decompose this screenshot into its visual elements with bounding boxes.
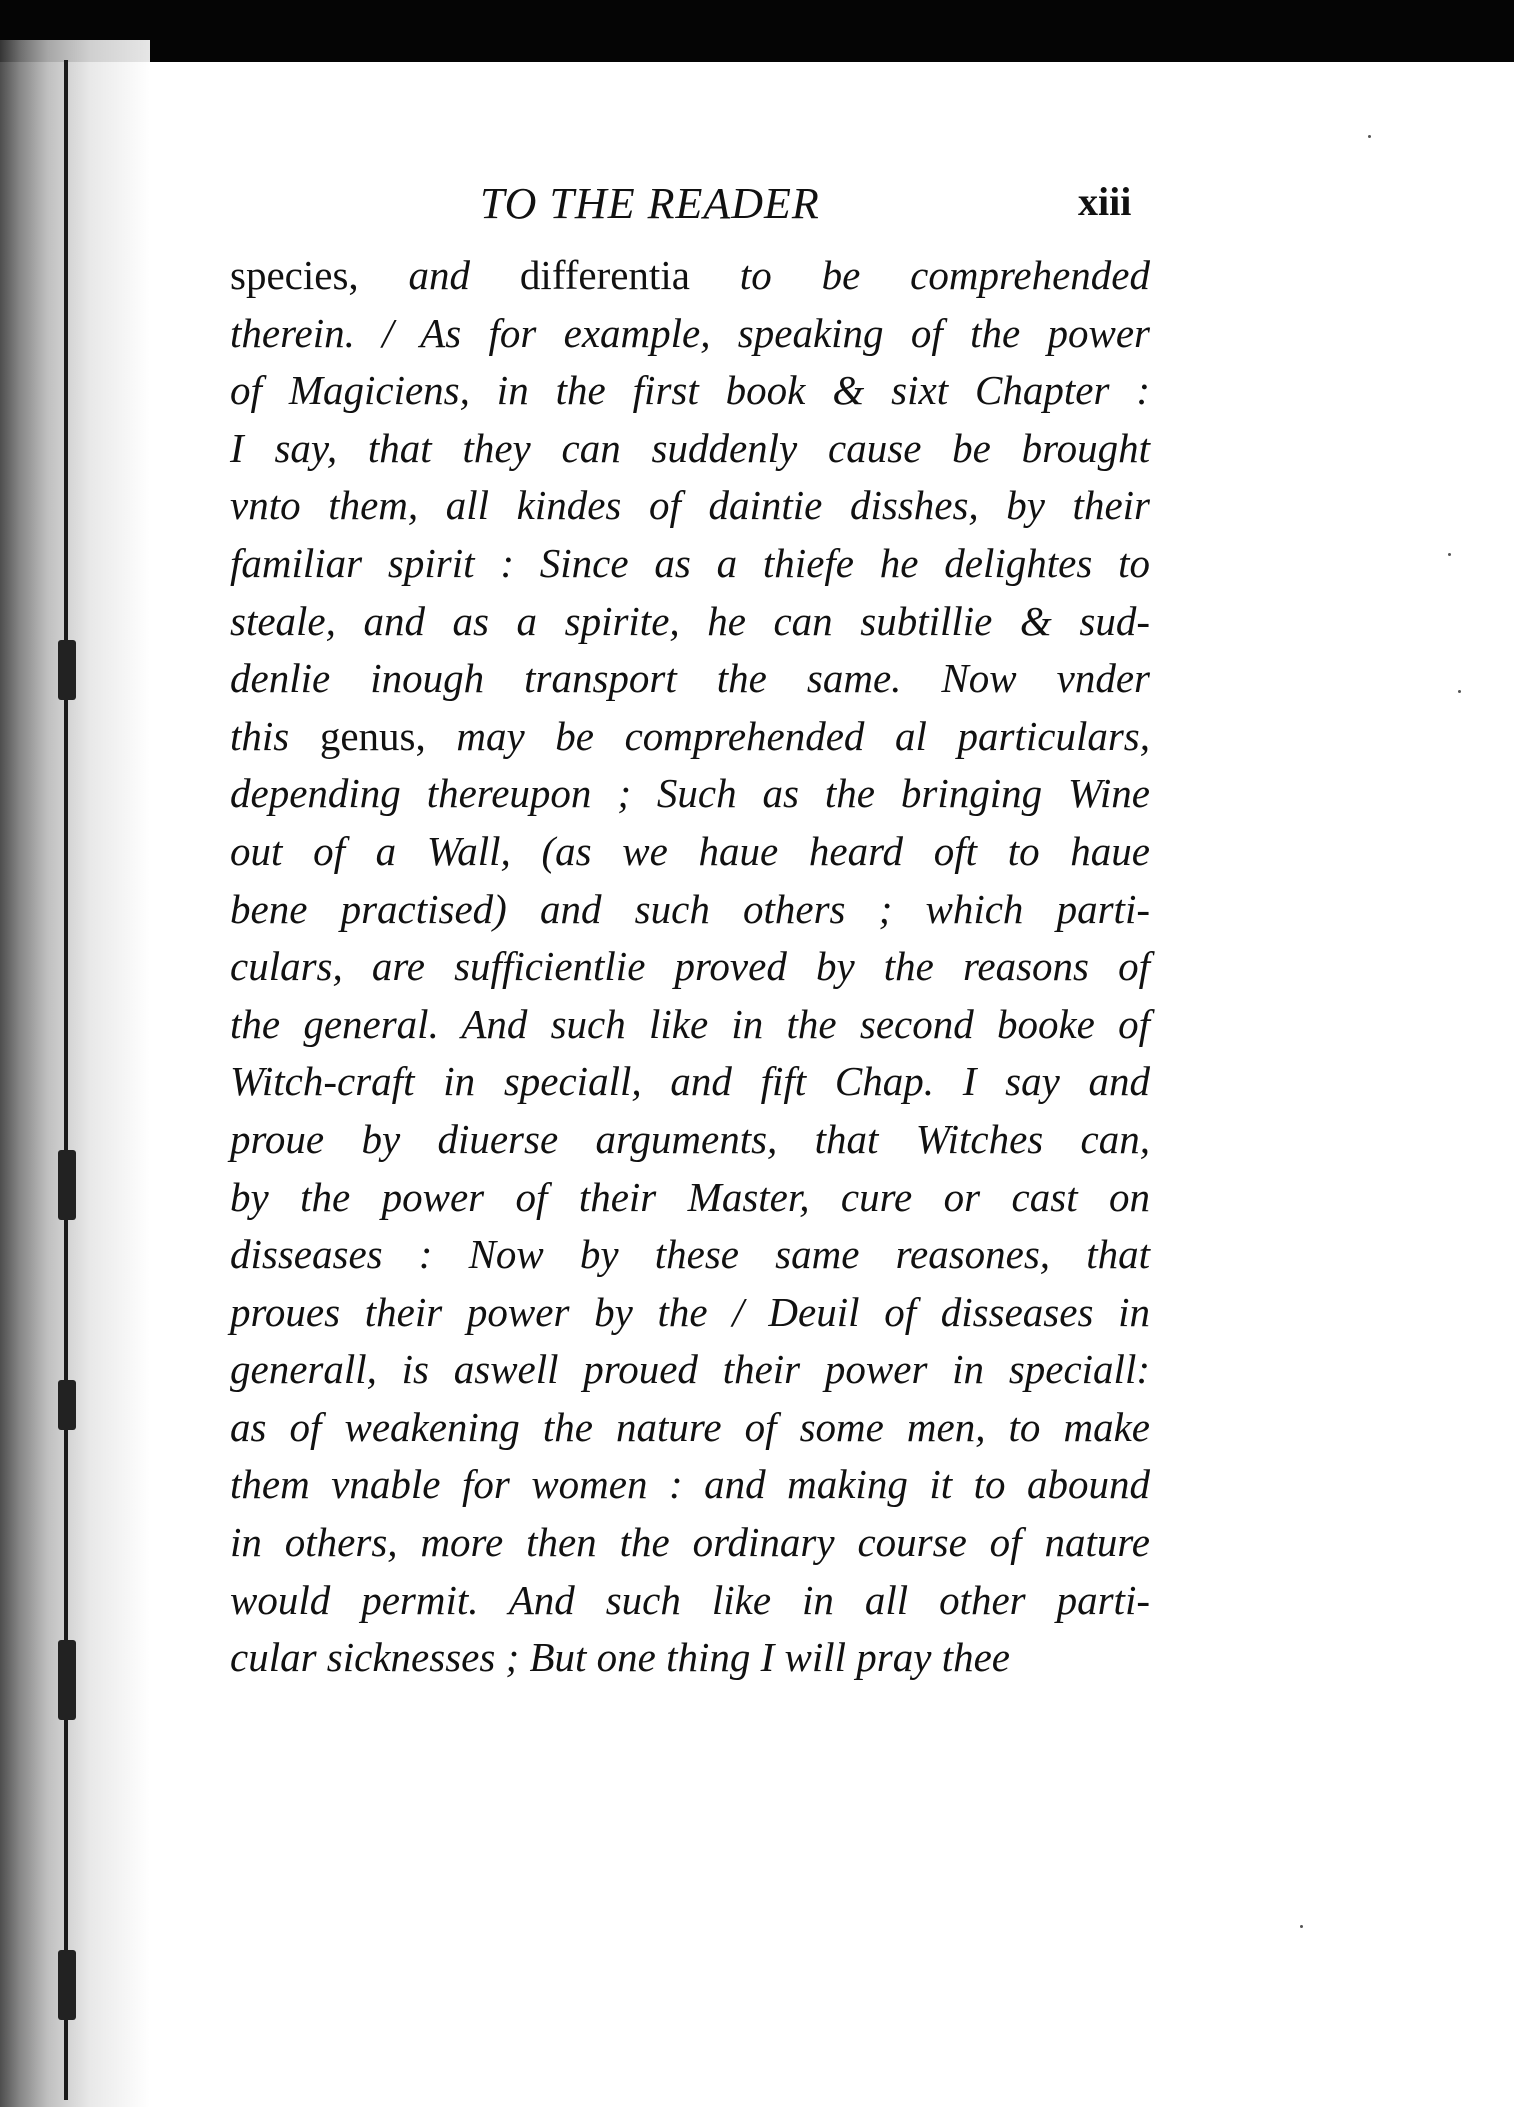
italic-text: would permit. And such like in all other parti- bbox=[230, 1576, 1150, 1623]
text-line bbox=[230, 1226, 1150, 1284]
italic-text: as of weakening the nature of some men, to make bbox=[230, 1403, 1150, 1450]
text-line bbox=[230, 765, 1150, 823]
italic-text: cular sicknesses ; But one thing I will pray thee bbox=[230, 1634, 1010, 1681]
italic-text: I say, that they can suddenly cause be brought bbox=[230, 424, 1150, 471]
gutter-mark bbox=[58, 1950, 76, 2020]
italic-text: therein. / As for example, speaking of the power bbox=[230, 309, 1150, 356]
text-line bbox=[230, 823, 1150, 881]
text-line bbox=[230, 535, 1150, 593]
italic-text: to be comprehended bbox=[739, 252, 1150, 298]
italic-text: familiar spirit : Since as a thiefe he delightes to bbox=[230, 539, 1150, 586]
text-line bbox=[230, 1341, 1150, 1399]
paper-speck bbox=[1300, 1925, 1303, 1928]
roman-text: differentia bbox=[519, 252, 740, 298]
italic-text: proues their power by the / Deuil of disseases in bbox=[230, 1288, 1150, 1335]
paper-speck bbox=[1448, 553, 1451, 556]
italic-text: this bbox=[230, 712, 320, 759]
paper-speck bbox=[1368, 135, 1371, 138]
text-line bbox=[230, 420, 1150, 478]
running-head: TO THE READER bbox=[480, 179, 820, 228]
text-line bbox=[230, 247, 1150, 305]
text-line bbox=[230, 1456, 1150, 1514]
text-line bbox=[230, 1284, 1150, 1342]
roman-text: species, bbox=[230, 252, 409, 298]
roman-text: genus, bbox=[319, 712, 457, 759]
italic-text: by the power of their Master, cure or cast on bbox=[230, 1173, 1150, 1220]
gutter-mark bbox=[58, 1150, 76, 1220]
text-line bbox=[230, 1111, 1150, 1169]
text-line bbox=[230, 938, 1150, 996]
text-line bbox=[230, 362, 1150, 420]
text-line bbox=[230, 1169, 1150, 1227]
text-line bbox=[230, 593, 1150, 651]
text-line bbox=[230, 1514, 1150, 1572]
italic-text: proue by diuerse arguments, that Witches can, bbox=[230, 1115, 1150, 1162]
text-line bbox=[230, 708, 1150, 766]
italic-text: depending thereupon ; Such as the bringing Wine bbox=[230, 770, 1150, 817]
text-line bbox=[230, 650, 1150, 708]
italic-text: in others, more then the ordinary course of nature bbox=[230, 1519, 1150, 1566]
italic-text: the general. And such like in the second booke of bbox=[230, 1000, 1150, 1047]
italic-text: out of a Wall, (as we haue heard oft to haue bbox=[230, 827, 1150, 874]
text-line bbox=[230, 996, 1150, 1054]
italic-text: and bbox=[408, 252, 520, 298]
gutter-mark bbox=[58, 1640, 76, 1720]
italic-text: culars, are sufficientlie proved by the reasons of bbox=[230, 943, 1150, 990]
paper-speck bbox=[1458, 690, 1461, 693]
text-line bbox=[230, 305, 1150, 363]
page-number: xiii bbox=[1078, 179, 1132, 224]
gutter-mark bbox=[58, 640, 76, 700]
gutter-mark bbox=[58, 1380, 76, 1430]
text-line bbox=[230, 1053, 1150, 1111]
italic-text: denlie inough transport the same. Now vnder bbox=[230, 655, 1150, 702]
italic-text: may be comprehended al particulars, bbox=[456, 712, 1150, 759]
italic-text: generall, is aswell proued their power in speciall: bbox=[230, 1346, 1150, 1393]
body-text bbox=[230, 247, 1150, 1687]
text-line bbox=[230, 881, 1150, 939]
book-spine-shadow bbox=[0, 40, 150, 2107]
text-line bbox=[230, 1629, 1150, 1687]
scan-top-border bbox=[0, 0, 1514, 62]
italic-text: of Magiciens, in the first book & sixt Chapter : bbox=[230, 367, 1150, 414]
italic-text: bene practised) and such others ; which parti- bbox=[230, 885, 1150, 932]
italic-text: disseases : Now by these same reasones, that bbox=[230, 1231, 1150, 1278]
italic-text: steale, and as a spirite, he can subtillie & sud- bbox=[230, 597, 1150, 644]
italic-text: them vnable for women : and making it to abound bbox=[230, 1461, 1150, 1508]
text-line bbox=[230, 1399, 1150, 1457]
text-line bbox=[230, 477, 1150, 535]
book-gutter-line bbox=[64, 60, 68, 2100]
italic-text: vnto them, all kindes of daintie disshes, by their bbox=[230, 482, 1150, 529]
italic-text: Witch-craft in speciall, and fift Chap. I say and bbox=[230, 1058, 1150, 1105]
text-line bbox=[230, 1572, 1150, 1630]
